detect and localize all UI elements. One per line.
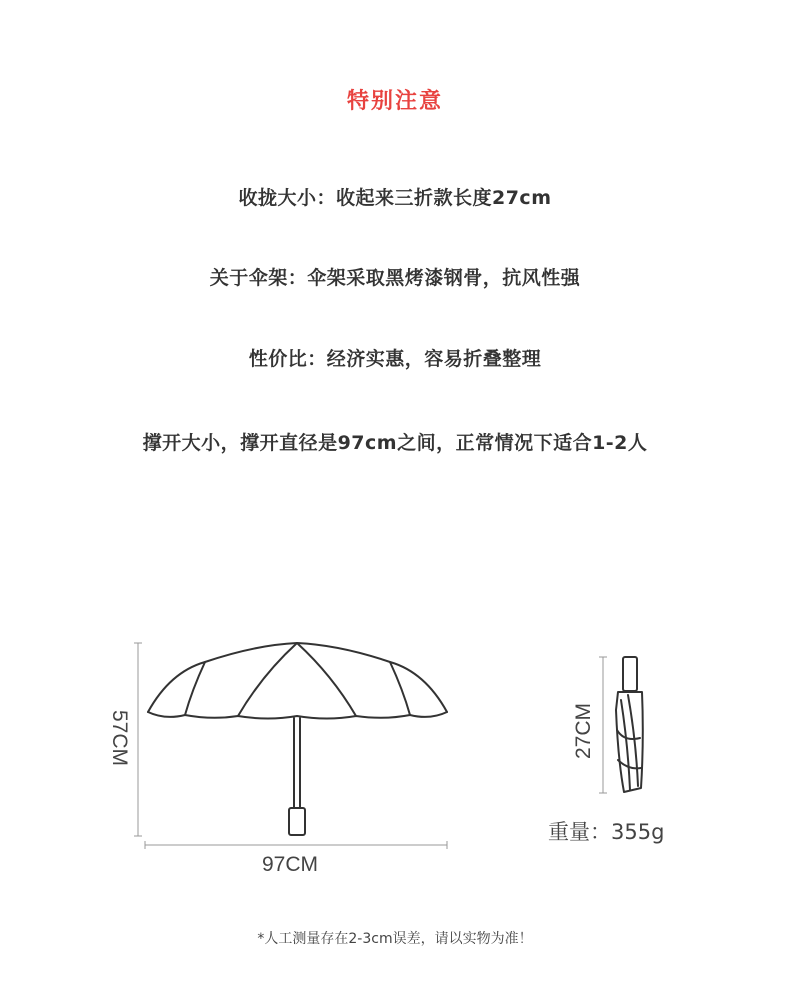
folded-umbrella-illustration [595, 650, 655, 800]
length-label: 27CM [572, 702, 595, 760]
canopy-outline [148, 643, 447, 712]
page-title: 特别注意 [346, 89, 443, 114]
handle [289, 808, 305, 835]
spec-folded-size: 收拢大小：收起来三折款长度27cm [238, 187, 552, 209]
measurement-footnote: *人工测量存在2-3cm误差，请以实物为准！ [257, 931, 533, 947]
canopy-rib [297, 643, 356, 716]
open-umbrella-illustration [120, 630, 460, 860]
weight-label: 重量：355g [548, 820, 665, 844]
height-label: 57CM [108, 709, 131, 767]
canopy-rib [238, 643, 297, 716]
spec-open-size: 撑开大小，撑开直径是97cm之间，正常情况下适合1-2人 [142, 432, 648, 454]
handle [623, 657, 637, 691]
canopy-hem [148, 712, 447, 719]
spec-frame: 关于伞架：伞架采取黑烤漆钢骨，抗风性强 [209, 267, 581, 289]
width-label: 97CM [262, 853, 319, 876]
spec-value: 性价比：经济实惠，容易折叠整理 [248, 348, 542, 370]
